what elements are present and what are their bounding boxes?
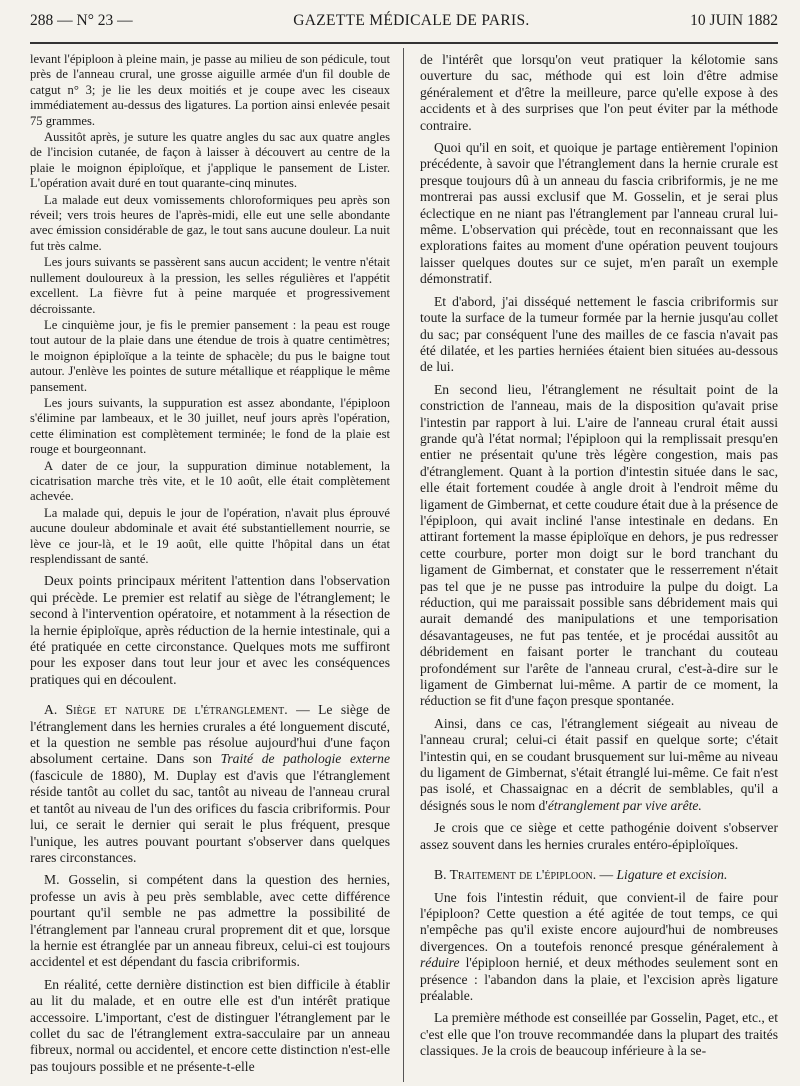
paragraph: A dater de ce jour, la suppuration diminue notablement, la cicatrisation marche très vite, et le 10 août, elle était complètement achevée. [30, 458, 390, 504]
text-run: — Le siège de l'étranglement dans les hernies crurales a été longuement discuté, et la question ne semble pas résolue aujourd'hui d'une façon absolument certaine. Dans son [30, 702, 390, 767]
section-a-heading: A. Siège et nature de l'étranglement. [44, 702, 288, 718]
page-header [30, 12, 778, 38]
book-reference: Traité de pathologie externe [220, 751, 390, 767]
paragraph: Quoi qu'il en soit, et quoique je partage entièrement l'opinion précédente, à savoir que l'étranglement dans la hernie crurale est presque toujours dû à un anneau du fascia cribriformis, je ne me montrerai pas aussi exclusif que M. Gosselin, et je serai plus éclectique en ne niant pas l'étranglement par l'anneau crural lui-même. L'observation qui précède, tout en reconnaissant que les explorations faites au moment d'une opération peuvent toujours laisser quelques doutes sur ce sujet, m'en paraît un exemple démonstratif. [420, 140, 778, 287]
right-column [420, 52, 778, 1082]
paragraph: En second lieu, l'étranglement ne résultait point de la constriction de l'anneau, mais de la disposition qu'avait prise l'intestin par rapport à lui. L'aire de l'anneau crural était aussi grande qu'à l'état normal; l'épiploon qui la remplissait presqu'en entier ne présentait qu'une très légère congestion, mais pas d'étranglement. Quant à la portion d'intestin située dans le sac, elle était fortement coudée à angle droit à l'endroit même du ligament de Gimbernat, et cette coudure était due à la présence de l'épiploon, qui avait incliné l'anse intestinale en dedans. En attirant fortement la masse épiploïque en dehors, je pus redresser cette courbure, porter mon doigt sur le bord tranchant du ligament de Gimbernat, et constater que le resserrement n'était pas tel que je ne pusse pas introduire la pulpe du doigt. La réduction, qui me paraissait possible sans débridement mais qui aurait demandé des manipulations et une temporisation désavantageuses, ne fut pas tentée, et je procédai aussitôt au débridement en faisant porter le tranchant du couteau profondément sur l'arête de l'anneau crural, c'est-à-dire sur le ligament de Gimbernat lui-même. A partir de ce moment, la réduction se fit d'une façon presque spontanée. [420, 381, 778, 709]
page-number: 288 [30, 12, 54, 29]
text-run: Une fois l'intestin réduit, que convient-il de faire pour l'épiploon? Cette question a été agitée de tout temps, ce qui n'empêche pas qu'il existe encore aujourd'hui de nombreuses divergences. On a toutefois renoncé presque généralement à [420, 889, 778, 954]
paragraph: Et d'abord, j'ai disséqué nettement le fascia cribriformis sur toute la surface de la tumeur formée par la hernie jusqu'au collet du sac; par conséquent l'une des mailles de ce fascia n'avait pas été dilatée, et les parties herniées étaient bien situées au-dessous de lui. [420, 293, 778, 375]
issue-number: — N° 23 — [57, 12, 133, 29]
emphasis: réduire [420, 955, 460, 971]
paragraph: La malade eut deux vomissements chloroformiques peu après son réveil; vers trois heures de l'après-midi, elle eut une selle abondante avec émission considérable de gaz, le tout sans aucune douleur. La nuit fut très calme. [30, 192, 390, 253]
paragraph: Le cinquième jour, je fis le premier pansement : la peau est rouge tout autour de la plaie dans une étendue de trois à quatre centimètres; le moignon épiploïque a la teinte de sphacèle; du pus le baigne tout autour. J'enlève les pointes de suture métallique et réapplique le même pansement. [30, 317, 390, 394]
paragraph: levant l'épiploon à pleine main, je passe au milieu de son pédicule, tout près de l'anneau crural, une grosse aiguille armée d'un fil double de catgut n° 3; je lie les deux moitiés et je coupe avec les ciseaux immédiatement au-dessus des ligatures. La portion ainsi enlevée pesait 75 grammes. [30, 52, 390, 128]
paragraph: Les jours suivants, la suppuration est assez abondante, l'épiploon s'élimine par lambeaux, et le 30 juillet, neuf jours après l'opération, cette élimination est complètement terminée; le fond de la plaie est rouge et bourgeonnant. [30, 395, 390, 457]
paragraph: Je crois que ce siège et cette pathogénie doivent s'observer assez souvent dans les hernies crurales entéro-épiploïques. [420, 820, 778, 852]
paragraph: de l'intérêt que lorsqu'on veut pratiquer la kélotomie sans ouverture du sac, méthode qui est loin d'être admise généralement et d'être la meilleure, parce qu'elle expose à des accidents et à des surprises que l'on peut éviter par la méthode contraire. [420, 52, 778, 133]
header-rule [30, 42, 778, 44]
text-run: Ainsi, dans ce cas, l'étranglement siégeait au niveau de l'anneau crural; celui-ci était passif en quelque sorte; c'était l'intestin qui, en se coudant brusquement sur lui-même au niveau du ligament de Gimbernat, s'était étranglé lui-même. Ce fait n'est pas isolé, et Chassaignac en a décrit de semblables, qu'il a désignés sous le nom d' [420, 715, 778, 813]
section-b-paragraph [420, 867, 778, 883]
issue-date: 10 JUIN 1882 [690, 12, 778, 29]
emphasis: étranglement par vive arête. [547, 797, 702, 813]
section-a-paragraph [30, 702, 390, 866]
text-run: l'épiploon hernié, et deux méthodes seulement sont en présence : l'abandon dans la plaie, et l'excision après ligature préalable. [420, 955, 778, 1003]
section-b-subtitle: Ligature et excision. [616, 867, 728, 883]
text-run: — [596, 867, 617, 883]
section-b-heading: B. Traitement de l'épiploon. [434, 867, 597, 883]
paragraph: Les jours suivants se passèrent sans aucun accident; le ventre n'était nullement douloureux à la pression, les selles régulières et l'appétit excellent. La fièvre fut à peine marquée et progressivement décroissante. [30, 255, 390, 316]
paragraph: La première méthode est conseillée par Gosselin, Paget, etc., et c'est elle que l'on trouve recommandée dans la plupart des traités classiques. Je la crois de beaucoup inférieure à la se- [420, 1010, 778, 1059]
paragraph: La malade qui, depuis le jour de l'opération, n'avait plus éprouvé aucune douleur abdominale et avait été substantiellement nourrie, se lève ce jour-là, et le 19 août, elle quitte l'hôpital dans un état resplendissant de santé. [30, 505, 390, 566]
journal-title: GAZETTE MÉDICALE DE PARIS. [293, 12, 530, 29]
paragraph: M. Gosselin, si compétent dans la question des hernies, professe un avis à peu près semblable, avec cette différence pourtant qu'il semble ne pas admettre la possibilité de l'étranglement par l'anneau crural proprement dit et que, lorsque la hernie est étranglée par un anneau fibreux, celui-ci est toujours accidentel et est dépendant du fascia cribriformis. [30, 872, 390, 970]
paragraph: Aussitôt après, je suture les quatre angles du sac aux quatre angles de l'incision cutanée, de façon à laisser à découvert au centre de la plaie le moignon épiploïque, et j'applique le pansement de Lister. L'opération avait duré en tout quarante-cinq minutes. [30, 130, 390, 191]
paragraph [420, 716, 778, 814]
paragraph: Deux points principaux méritent l'attention dans l'observation qui précède. Le premier est relatif au siège de l'étranglement; le second à l'intervention opératoire, et notamment à la résection de la hernie épiploïque, après réduction de la hernie intestinale, qui a été pratiquée en cette circonstance. Quelques mots me suffiront pour les exposer dans tout leur jour et avec les conséquences pratiques qui en découlent. [30, 573, 390, 687]
paragraph [420, 890, 778, 1005]
paragraph: En réalité, cette dernière distinction est bien difficile à établir au lit du malade, et en outre elle est d'un intérêt pratique accessoire. L'important, c'est de distinguer l'étranglement par le collet du sac de l'étranglement extra-sacculaire par un anneau fibreux, normal ou accidentel, et encore cette distinction n'est-elle pas toujours possible et ne présente-t-elle [30, 976, 390, 1074]
left-column [30, 52, 390, 1082]
page-number-issue [30, 12, 133, 30]
column-separator [403, 48, 404, 1082]
text-run: (fascicule de 1880), M. Duplay est d'avis que l'étranglement réside tantôt au collet du sac, tantôt au niveau de l'anneau crural et tantôt au niveau de l'un des orifices du fascia cribriformis. Pour lui, ce serait le dernier qui serait le plus fréquent, presque l'unique, les autres pouvant pourtant s'observer dans quelques rares circonstances. [30, 767, 390, 865]
